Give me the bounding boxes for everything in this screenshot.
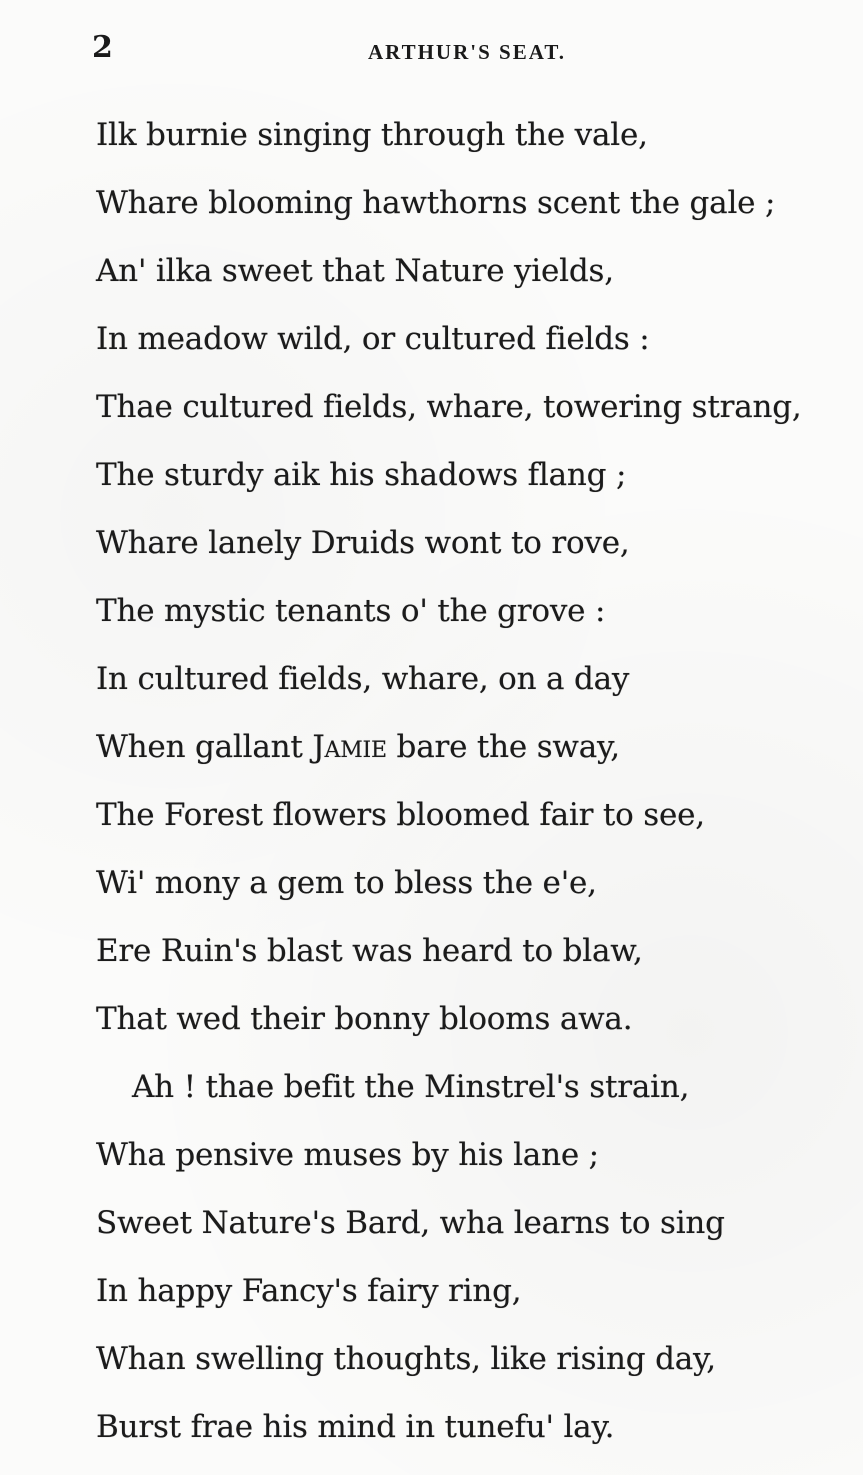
poem-line: Burst frae his mind in tunefu' lay.	[96, 1409, 615, 1445]
poem-line: The mystic tenants o' the grove :	[96, 593, 606, 629]
poem-line: In happy Fancy's fairy ring,	[96, 1273, 522, 1309]
running-head	[0, 30, 863, 70]
poem-line: In meadow wild, or cultured fields :	[96, 321, 650, 357]
poem-line: Ere Ruin's blast was heard to blaw,	[96, 933, 643, 969]
poem-line: Wha pensive muses by his lane ;	[96, 1137, 599, 1173]
page-number: 2	[92, 30, 113, 65]
poem-line: Whan swelling thoughts, like rising day,	[96, 1341, 716, 1377]
poem-line: Wi' mony a gem to bless the e'e,	[96, 865, 597, 901]
poem-line-text: bare the sway,	[386, 729, 620, 765]
poem-line: That wed their bonny blooms awa.	[96, 1001, 633, 1037]
poem-line: Thae cultured fields, whare, towering strang,	[96, 389, 802, 425]
poem-line: Ilk burnie singing through the vale,	[96, 117, 648, 153]
running-title: ARTHUR'S SEAT.	[368, 40, 567, 64]
poem-line: Sweet Nature's Bard, wha learns to sing	[96, 1205, 725, 1241]
poem-line: Ah ! thae befit the Minstrel's strain,	[132, 1069, 690, 1105]
poem-line: In cultured fields, whare, on a day	[96, 661, 630, 697]
poem-line-text: When gallant	[96, 729, 313, 765]
poem-line-name: Jamie	[312, 729, 387, 765]
poem-line: An' ilka sweet that Nature yields,	[96, 253, 614, 289]
poem-text	[96, 101, 836, 1461]
poem-line: Whare blooming hawthorns scent the gale ;	[96, 185, 776, 221]
poem-line	[96, 713, 836, 781]
poem-line: The sturdy aik his shadows flang ;	[96, 457, 627, 493]
poem-line: Whare lanely Druids wont to rove,	[96, 525, 630, 561]
poem-line: The Forest flowers bloomed fair to see,	[96, 797, 705, 833]
